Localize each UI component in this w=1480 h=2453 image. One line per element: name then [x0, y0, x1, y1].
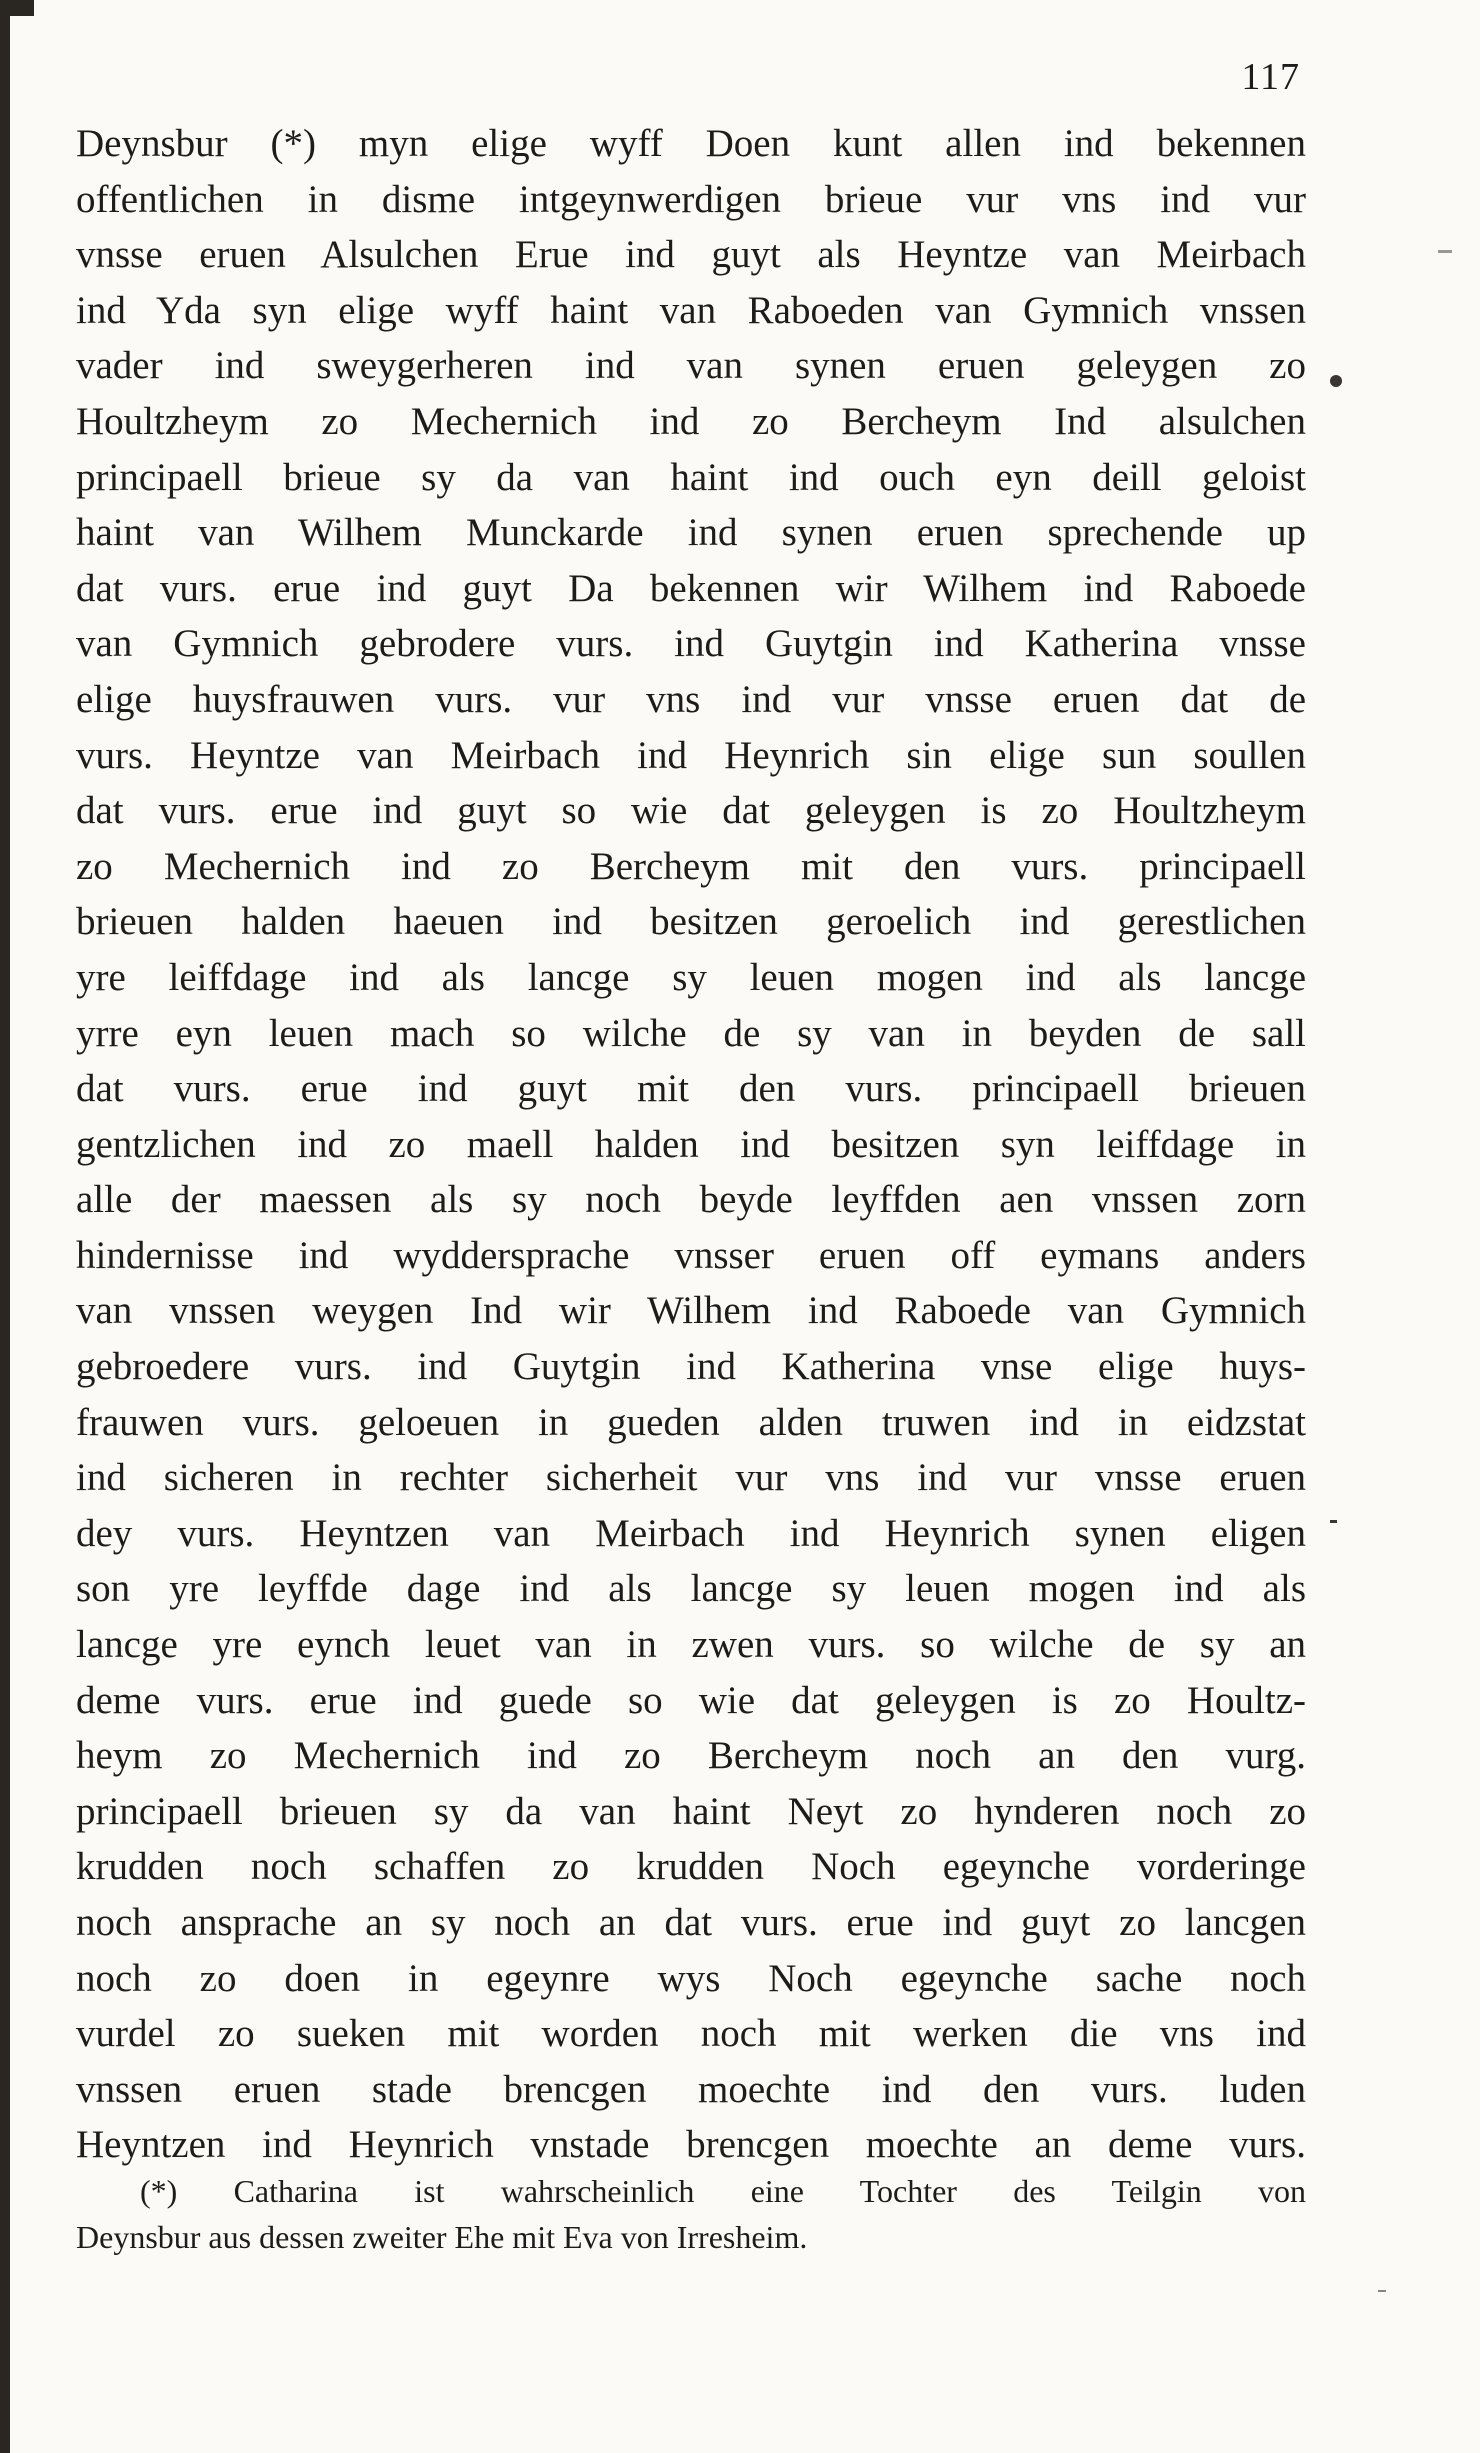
text-line-16: yre leiffdage ind als lancge sy leuen mogen ind als lancge — [76, 955, 1306, 999]
text-line-8: haint van Wilhem Munckarde ind synen eruen sprechende up — [76, 511, 1306, 555]
text-line-33: noch ansprache an sy noch an dat vurs. erue ind guyt zo lancgen — [76, 1901, 1306, 1944]
text-line-30: heym zo Mechernich ind zo Bercheym noch an den vurg. — [76, 1734, 1306, 1778]
text-line-15: brieuen halden haeuen ind besitzen geroelich ind gerestlichen — [76, 900, 1306, 944]
scan-speck-1 — [1330, 375, 1342, 387]
binding-edge — [0, 0, 10, 2453]
text-line-12: vurs. Heyntze van Meirbach ind Heynrich sin elige sun soullen — [76, 733, 1306, 777]
text-line-18: dat vurs. erue ind guyt mit den vurs. principaell brieuen — [76, 1067, 1306, 1111]
text-line-23: gebroedere vurs. ind Guytgin ind Katherina vnse elige huys- — [76, 1345, 1306, 1389]
footnote — [76, 2168, 1306, 2260]
text-line-27: son yre leyffde dage ind als lancge sy leuen mogen ind als — [76, 1567, 1306, 1611]
text-line-11: elige huysfrauwen vurs. vur vns ind vur vnsse eruen dat de — [76, 677, 1306, 721]
text-line-25: ind sicheren in rechter sicherheit vur vns ind vur vnsse eruen — [76, 1456, 1306, 1500]
text-line-2: offentlichen in disme intgeynwerdigen brieue vur vns ind vur — [76, 177, 1306, 221]
text-line-1: Deynsbur (*) myn elige wyff Doen kunt allen ind bekennen — [76, 122, 1306, 165]
text-line-19: gentzlichen ind zo maell halden ind besitzen syn leiffdage in — [76, 1122, 1306, 1166]
text-line-36: vnssen eruen stade brencgen moechte ind den vurs. luden — [76, 2067, 1306, 2111]
text-line-26: dey vurs. Heyntzen van Meirbach ind Heynrich synen eligen — [76, 1511, 1306, 1555]
page-number: 117 — [1241, 56, 1300, 98]
footnote-line-2: Deynsbur aus dessen zweiter Ehe mit Eva von Irresheim. — [76, 2219, 808, 2255]
body-text — [76, 116, 1306, 2173]
text-line-29: deme vurs. erue ind guede so wie dat geleygen is zo Houltz- — [76, 1678, 1306, 1722]
text-line-31: principaell brieuen sy da van haint Neyt zo hynderen noch zo — [76, 1789, 1306, 1833]
scan-speck-4 — [1378, 2290, 1386, 2292]
text-line-3: vnsse eruen Alsulchen Erue ind guyt als Heyntze van Meirbach — [76, 233, 1306, 277]
binding-edge-notch — [0, 0, 34, 16]
scan-speck-3 — [1330, 1520, 1337, 1523]
text-line-21: hindernisse ind wyddersprache vnsser eruen off eymans anders — [76, 1233, 1306, 1277]
scan-speck-2 — [1438, 250, 1452, 253]
text-line-32: krudden noch schaffen zo krudden Noch egeynche vorderinge — [76, 1845, 1306, 1889]
text-line-28: lancge yre eynch leuet van in zwen vurs. so wilche de sy an — [76, 1623, 1306, 1667]
footnote-line-1: (*) Catharina ist wahrscheinlich eine Tochter des Teilgin von — [140, 2173, 1306, 2209]
text-line-24: frauwen vurs. geloeuen in gueden alden truwen ind in eidzstat — [76, 1400, 1306, 1444]
text-line-4: ind Yda syn elige wyff haint van Raboeden van Gymnich vnssen — [76, 288, 1306, 332]
text-line-10: van Gymnich gebrodere vurs. ind Guytgin ind Katherina vnsse — [76, 622, 1306, 666]
text-line-6: Houltzheym zo Mechernich ind zo Bercheym Ind alsulchen — [76, 399, 1306, 443]
text-line-37: Heyntzen ind Heynrich vnstade brencgen moechte an deme vurs. — [76, 2123, 1306, 2167]
text-line-20: alle der maessen als sy noch beyde leyffden aen vnssen zorn — [76, 1178, 1306, 1222]
text-line-34: noch zo doen in egeynre wys Noch egeynche sache noch — [76, 1956, 1306, 2000]
text-line-13: dat vurs. erue ind guyt so wie dat geleygen is zo Houltzheym — [76, 789, 1306, 833]
text-line-9: dat vurs. erue ind guyt Da bekennen wir Wilhem ind Raboede — [76, 566, 1306, 610]
text-line-22: van vnssen weygen Ind wir Wilhem ind Raboede van Gymnich — [76, 1289, 1306, 1333]
text-line-35: vurdel zo sueken mit worden noch mit werken die vns ind — [76, 2012, 1306, 2056]
text-line-5: vader ind sweygerheren ind van synen eruen geleygen zo — [76, 344, 1306, 388]
text-line-17: yrre eyn leuen mach so wilche de sy van in beyden de sall — [76, 1011, 1306, 1055]
text-line-14: zo Mechernich ind zo Bercheym mit den vurs. principaell — [76, 844, 1306, 888]
text-line-7: principaell brieue sy da van haint ind ouch eyn deill geloist — [76, 455, 1306, 499]
